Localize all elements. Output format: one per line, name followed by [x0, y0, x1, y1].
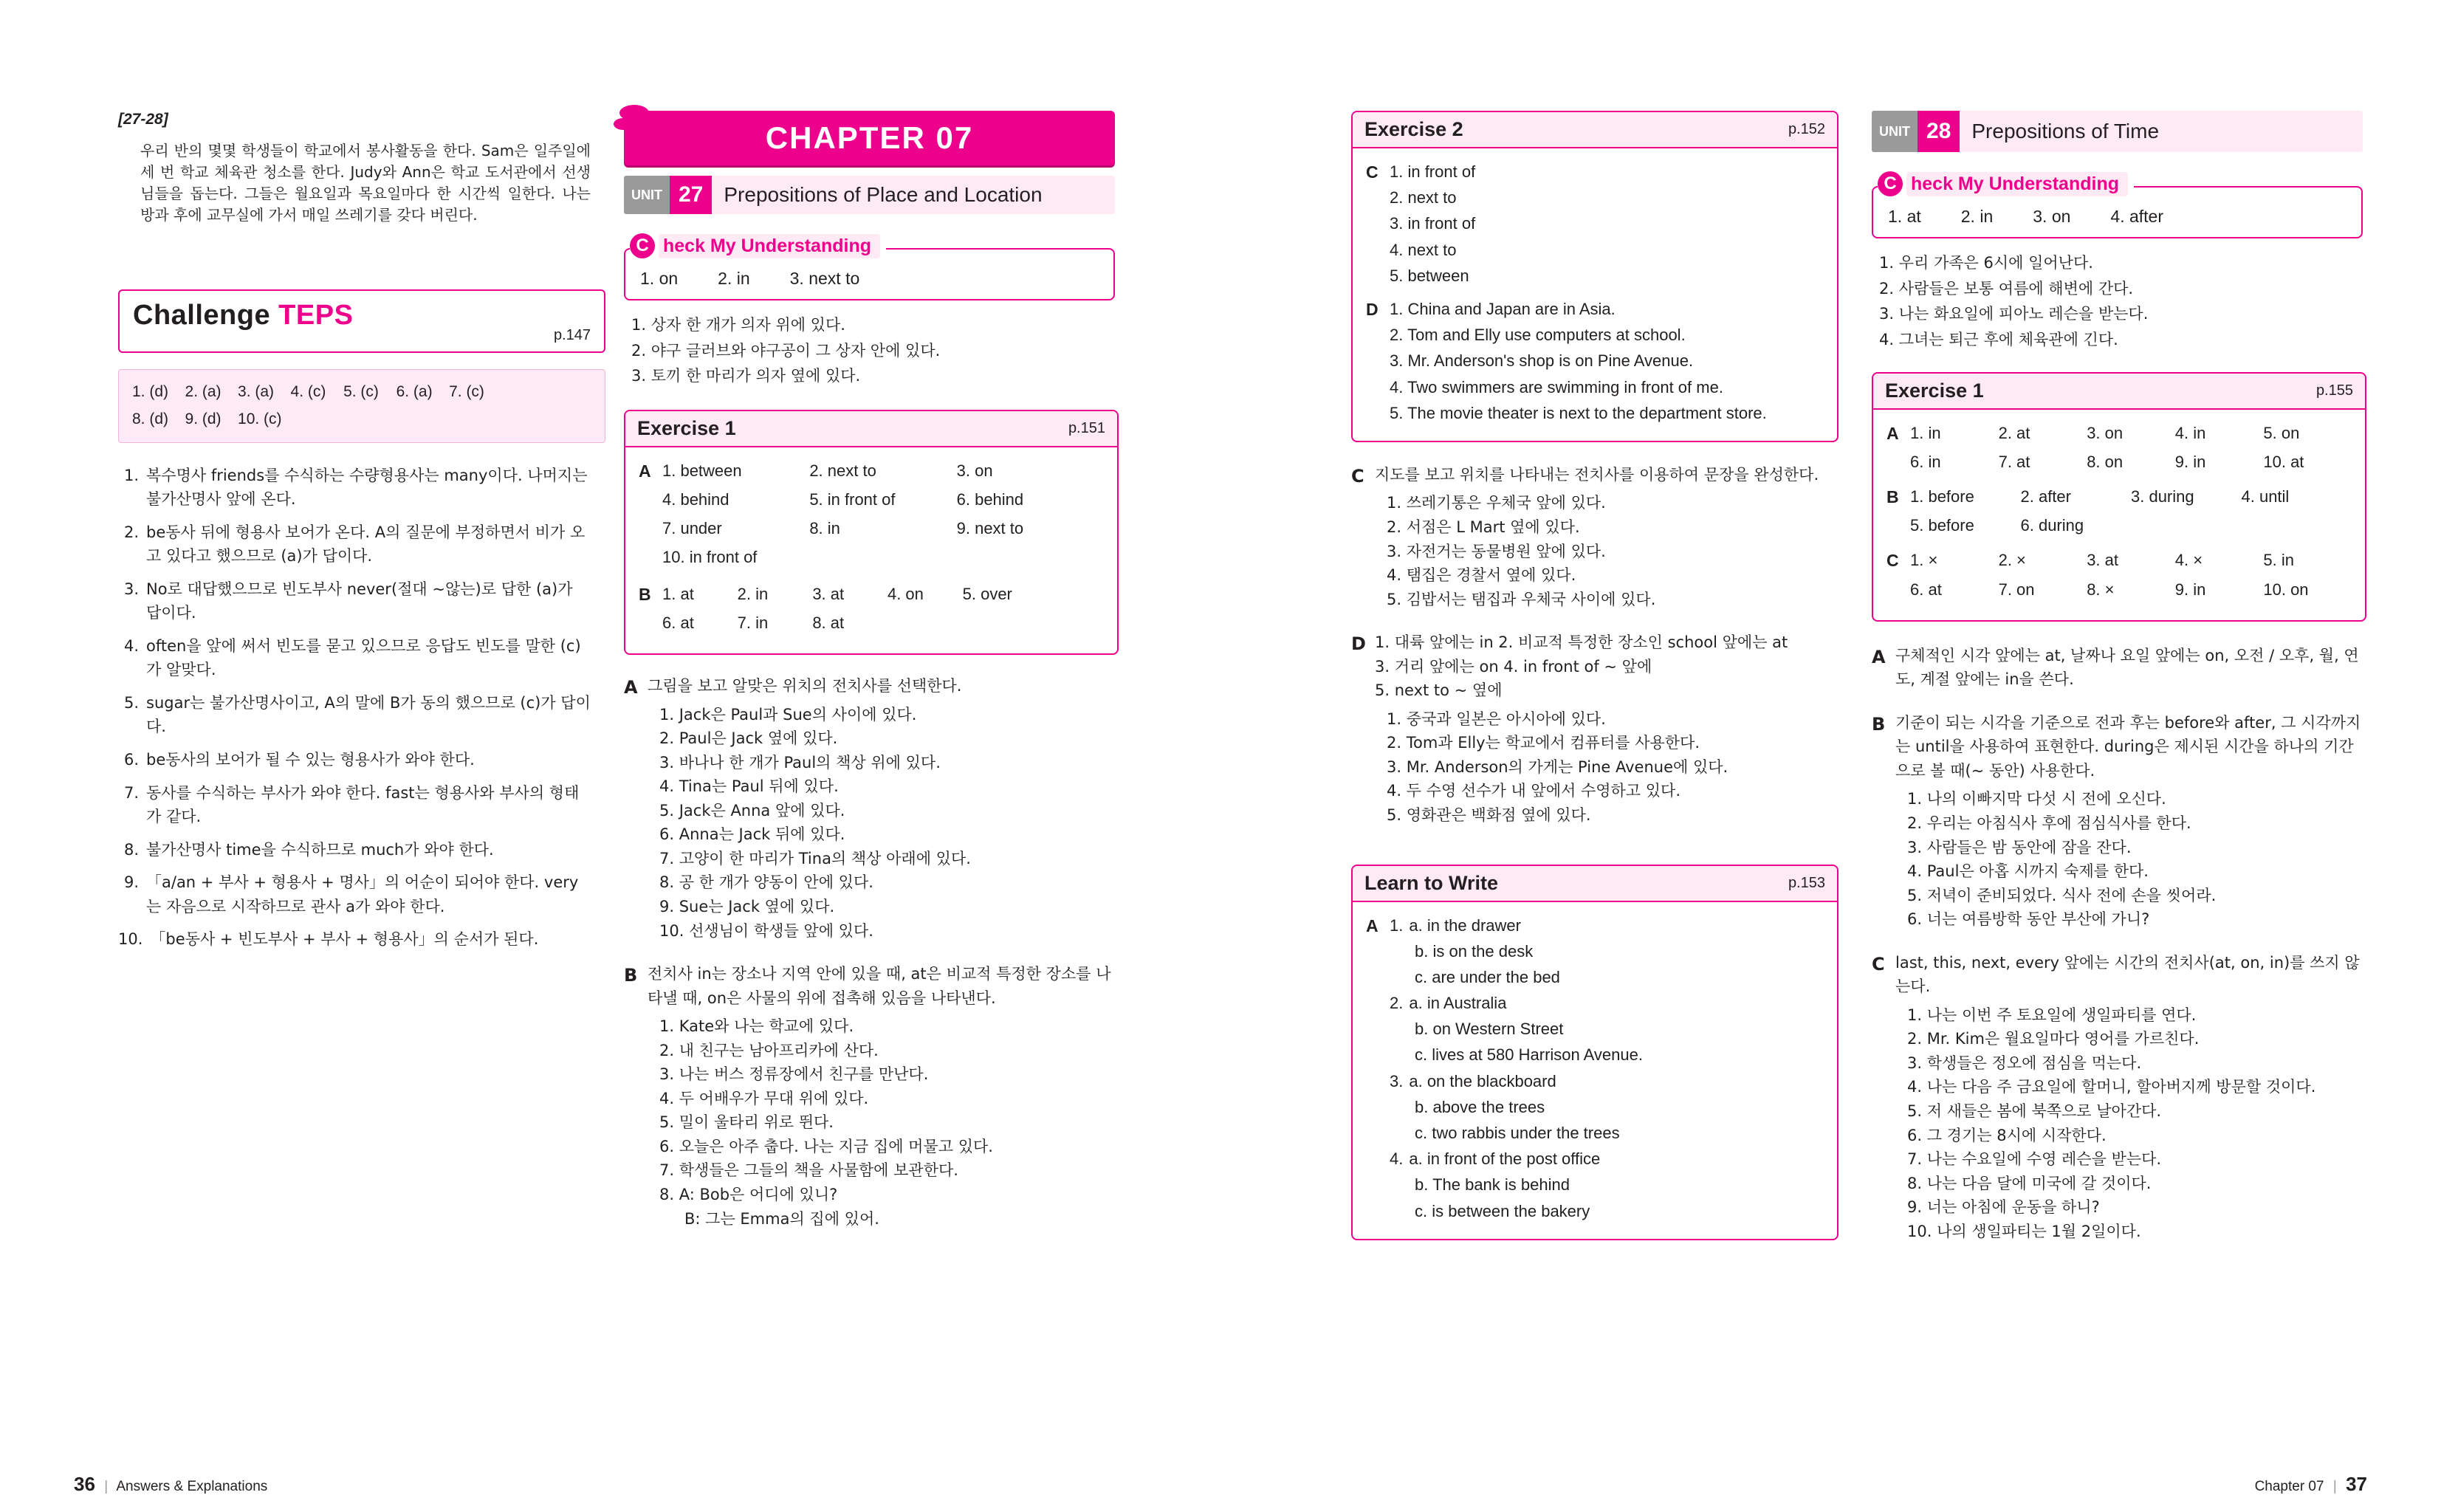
group-letter: B	[639, 584, 651, 604]
item-line: a. in the drawer	[1409, 915, 1521, 935]
item-number: 1.	[1390, 915, 1404, 935]
exercise-page-ref: p.151	[1068, 419, 1105, 436]
answer-chip: 4. (c)	[290, 383, 326, 400]
answer-cell: 2. in	[737, 584, 769, 603]
list-item: 3. 학생들은 정오에 점심을 먹는다.	[1907, 1054, 2142, 1072]
answer-cell: 8. ×	[2087, 580, 2115, 599]
check-circle-icon: C	[630, 233, 655, 258]
check-label: heck My Understanding	[1906, 172, 2128, 196]
answer-group-b	[639, 581, 1104, 639]
check-answer: 3. next to	[789, 269, 860, 288]
list-item: 5. sugar는 불가산명사이고, A의 말에 B가 동의 했으므로 (c)가 답이다.	[118, 691, 591, 739]
list-item: 5. 영화관은 백화점 옆에 있다.	[1387, 805, 1591, 824]
explanation-group-a	[624, 674, 1119, 943]
answer-cell: 5. in front of	[809, 490, 896, 509]
unit-header	[624, 176, 1115, 214]
item-line: b. is on the desk	[1415, 941, 1534, 961]
answer-cell: 8. in	[809, 519, 840, 538]
list-item: 2. 내 친구는 남아프리카에 산다.	[659, 1041, 879, 1059]
answer-group-a	[1886, 420, 2352, 478]
list-item: 7. 나는 수요일에 수영 레슨을 받는다.	[1907, 1150, 2162, 1169]
list-item: 1. 나는 이번 주 토요일에 생일파티를 연다.	[1907, 1006, 2197, 1024]
answer-cell: 2. next to	[809, 461, 876, 480]
list-item: 2. 야구 글러브와 야구공이 그 상자 안에 있다.	[631, 341, 941, 360]
explanation-text: 「be동사 + 빈도부사 + 부사 + 형용사」의 순서가 된다.	[150, 930, 539, 949]
answer-cell: 5. The movie theater is next to the department store.	[1390, 403, 1767, 422]
item-line: b. above the trees	[1415, 1097, 1545, 1116]
column-left	[118, 111, 605, 961]
answer-cell: 5. over	[962, 584, 1012, 603]
answer-cell: 6. behind	[956, 490, 1024, 509]
answer-cell: 8. at	[812, 613, 845, 632]
challenge-title-accent: TEPS	[278, 300, 354, 331]
answer-group-a	[639, 458, 1104, 574]
list-item: 8. A: Bob은 어디에 있니?	[659, 1185, 838, 1203]
answer-cell: 1. at	[662, 584, 694, 603]
explanation-text: 구체적인 시각 앞에는 at, 날짜나 요일 앞에는 on, 오전 / 오후, 월, 연도, 계절 앞에는 in을 쓴다.	[1895, 646, 2359, 689]
check-answer: 4. after	[2110, 207, 2164, 226]
list-item: 4. 그녀는 퇴근 후에 체육관에 긴다.	[1879, 330, 2118, 348]
exercise-body	[1353, 148, 1837, 441]
list-item: 2. Paul은 Jack 옆에 있다.	[659, 729, 838, 748]
list-item: 4. 탬집은 경찰서 옆에 있다.	[1387, 566, 1576, 585]
explanation-items	[659, 1014, 1119, 1231]
list-item: 6. 오늘은 아주 춥다. 나는 지금 집에 머물고 있다.	[659, 1137, 993, 1155]
explanation-heading-line: 1. 대륙 앞에는 in 2. 비교적 특정한 장소인 school 앞에는 at	[1375, 633, 1788, 652]
list-item	[1390, 1146, 1824, 1172]
list-item	[1390, 913, 1824, 938]
explanation-text: 기준이 되는 시각을 기준으로 전과 후는 before와 after, 그 시각까지는 until을 사용하여 표현한다. during은 제시된 시간을 하나의 기간으로 볼 때(~ 동안) 사용한다.	[1895, 713, 2361, 780]
list-item: 4. often을 앞에 써서 빈도를 묻고 있으므로 응답도 빈도를 말한 (c)가 알맞다.	[118, 634, 591, 682]
exercise-body	[625, 447, 1117, 653]
check-answer: 2. in	[1960, 207, 1994, 226]
list-item: 1. 나의 이빠지막 다섯 시 전에 오신다.	[1907, 790, 2166, 808]
answer-cell: 4. next to	[1390, 240, 1457, 259]
answer-cell: 3. Mr. Anderson's shop is on Pine Avenue.	[1390, 351, 1694, 371]
check-answers	[1888, 207, 2346, 227]
list-item: 3. 나는 화요일에 피아노 레슨을 받는다.	[1879, 305, 2149, 323]
learn-to-write-page-ref: p.153	[1788, 874, 1825, 891]
list-item: 6. be동사의 보어가 될 수 있는 형용사가 와야 한다.	[118, 748, 591, 772]
explanation-items	[1907, 787, 2366, 931]
chapter-title: CHAPTER 07	[765, 120, 974, 155]
footer-right	[2255, 1473, 2367, 1496]
list-item: 7. 고양이 한 마리가 Tina의 책상 아래에 있다.	[659, 849, 971, 867]
list-item: 5. 저 새들은 봄에 북쪽으로 날아간다.	[1907, 1102, 2162, 1120]
explanation-items	[659, 703, 1119, 943]
item-line: c. is between the bakery	[1415, 1201, 1590, 1220]
answer-group-d	[1366, 296, 1824, 426]
answer-cell: 4. until	[2241, 487, 2290, 506]
explanation-text: sugar는 불가산명사이고, A의 말에 B가 동의 했으므로 (c)가 답이다.	[146, 693, 591, 736]
item-line: a. on the blackboard	[1409, 1071, 1556, 1090]
answer-cell: 5. on	[2263, 423, 2300, 442]
answer-chip: 10. (c)	[238, 410, 282, 427]
check-circle-icon: C	[1878, 171, 1903, 196]
group-letter: C	[1351, 465, 1364, 487]
answer-chip: 5. (c)	[343, 383, 379, 400]
group-letter: D	[1351, 633, 1366, 655]
check-my-understanding-4	[1872, 173, 2363, 238]
group-letter: A	[1366, 915, 1379, 935]
list-item: 4. 나는 다음 주 금요일에 할머니, 할아버지께 방문할 것이다.	[1907, 1078, 2316, 1096]
unit-header	[1872, 111, 2363, 152]
check-answer: 1. on	[640, 269, 679, 288]
list-item: 9. 「a/an + 부사 + 형용사 + 명사」의 어순이 되어야 한다. very는 자음으로 시작하므로 관사 a가 와야 한다.	[118, 870, 591, 918]
list-item: 1. 상자 한 개가 의자 위에 있다.	[631, 316, 845, 334]
exercise-header	[625, 411, 1117, 447]
answer-group-c	[1366, 159, 1824, 289]
list-item: 2. 사람들은 보통 여름에 해변에 간다.	[1879, 279, 2134, 298]
answer-cell: 5. in	[2263, 551, 2294, 570]
challenge-teps-box	[118, 289, 605, 353]
answer-cell: 5. before	[1910, 516, 1974, 535]
exercise-title: Exercise 2	[1364, 118, 1463, 140]
group-letter: B	[1886, 487, 1899, 506]
answer-group-b	[1886, 484, 2352, 541]
exercise-body	[1873, 410, 2365, 620]
banner-decoration-icon	[614, 118, 633, 130]
item-line: c. lives at 580 Harrison Avenue.	[1415, 1045, 1643, 1065]
learn-to-write-body	[1353, 902, 1837, 1239]
challenge-answers-band	[118, 369, 605, 443]
check-explanation-list-2	[631, 312, 1119, 389]
explanation-text: be동사 뒤에 형용사 보어가 온다. A의 질문에 부정하면서 비가 오고 있다고 했으므로 (a)가 답이다.	[146, 523, 586, 566]
check-answers	[640, 269, 1099, 289]
answer-cell: 3. during	[2131, 487, 2194, 506]
chapter-banner	[624, 111, 1115, 165]
answer-cell: 7. on	[1998, 580, 2035, 599]
explanation-group-a-28	[1872, 644, 2366, 692]
item-line: c. two rabbis under the trees	[1415, 1124, 1620, 1143]
list-item: 2. Mr. Kim은 월요일마다 영어를 가르친다.	[1907, 1030, 2200, 1048]
explanation-heading: 그림을 보고 알맞은 위치의 전치사를 선택한다.	[648, 677, 962, 695]
exercise-header	[1873, 374, 2365, 410]
answer-cell: 6. at	[662, 613, 694, 632]
list-item: 3. 사람들은 밤 동안에 잠을 잔다.	[1907, 838, 2132, 856]
answer-cell: 4. ×	[2174, 551, 2203, 570]
answer-cell: 4. behind	[662, 490, 729, 509]
explanation-group-c-28	[1872, 951, 2366, 1244]
list-item: 6. Anna는 Jack 뒤에 있다.	[659, 825, 845, 844]
unit-tag: UNIT	[1872, 111, 1918, 152]
explanation-items	[1907, 1003, 2366, 1243]
answer-chip: 3. (a)	[238, 383, 275, 400]
explanation-text: No로 대답했으므로 빈도부사 never(절대 ~않는)로 답한 (a)가 답이다.	[146, 580, 573, 622]
list-item: 7. 동사를 수식하는 부사가 와야 한다. fast는 형용사와 부사의 형태가 같다.	[118, 781, 591, 829]
column-four	[1872, 111, 2366, 1243]
answer-cell: 3. on	[956, 461, 993, 480]
learn-to-write-header	[1353, 866, 1837, 902]
unit-title: Prepositions of Place and Location	[712, 176, 1115, 214]
list-item	[1390, 1068, 1824, 1094]
list-item: 4. Paul은 아홉 시까지 숙제를 한다.	[1907, 862, 2149, 881]
group-letter: B	[1872, 713, 1886, 735]
answer-cell: 1. between	[662, 461, 742, 480]
list-item: 1. Kate와 나는 학교에 있다.	[659, 1017, 854, 1036]
explanation-text: often을 앞에 써서 빈도를 묻고 있으므로 응답도 빈도를 말한 (c)가 알맞다.	[146, 636, 581, 679]
check-answer: 1. at	[1888, 207, 1921, 226]
exercise-box-1	[624, 410, 1119, 655]
exercise-box-2	[1351, 111, 1839, 442]
answer-cell: 4. Two swimmers are swimming in front of me.	[1390, 377, 1723, 396]
answer-cell: 3. in front of	[1390, 214, 1476, 233]
footer-separator: |	[2332, 1479, 2337, 1494]
answer-cell: 6. at	[1910, 580, 1942, 599]
answer-cell: 2. after	[2020, 487, 2071, 506]
answer-cell: 7. in	[737, 613, 769, 632]
answer-cell: 3. at	[2087, 551, 2118, 570]
answer-cell: 4. on	[887, 584, 924, 603]
column-two	[624, 111, 1119, 1231]
column-three	[1351, 111, 1839, 1240]
list-item: 1. 복수명사 friends를 수식하는 수량형용사는 many이다. 나머지는 불가산명사 앞에 온다.	[118, 464, 591, 512]
check-my-understanding-2	[624, 235, 1115, 300]
explanation-text: be동사의 보어가 될 수 있는 형용사가 와야 한다.	[146, 750, 475, 769]
list-item: 10. 나의 생일파티는 1월 2일이다.	[1907, 1222, 2141, 1240]
challenge-title	[133, 300, 591, 331]
list-item: 6. 그 경기는 8시에 시작한다.	[1907, 1126, 2107, 1144]
challenge-page-ref: p.147	[553, 327, 591, 343]
list-item: 9. Sue는 Jack 옆에 있다.	[659, 897, 835, 915]
explanation-items	[1387, 491, 1839, 611]
group-letter: A	[1886, 423, 1899, 443]
answer-cell: 9. next to	[956, 519, 1024, 538]
explanation-text: last, this, next, every 앞에는 시간의 전치사(at, on, in)를 쓰지 않는다.	[1895, 953, 2360, 996]
footer-label: Answers & Explanations	[116, 1479, 268, 1494]
answer-cell: 6. in	[1910, 452, 1941, 471]
check-explanation-list-4	[1879, 250, 2366, 353]
list-item: 3. 나는 버스 정류장에서 친구를 만난다.	[659, 1065, 929, 1084]
footer-left	[74, 1473, 267, 1496]
range-label: [27-28]	[118, 111, 168, 128]
explanation-heading-line: 5. next to ~ 옆에	[1375, 681, 1503, 700]
group-letter: C	[1872, 953, 1885, 975]
group-letter: B	[624, 965, 638, 986]
list-item: 4. 두 어배우가 무대 위에 있다.	[659, 1089, 869, 1107]
item-line: a. in Australia	[1409, 994, 1507, 1013]
list-item: 5. 김밥서는 탬집과 우체국 사이에 있다.	[1387, 590, 1656, 608]
exercise-title: Exercise 1	[1885, 379, 1984, 402]
list-item: 1. 중국과 일본은 아시아에 있다.	[1387, 709, 1606, 728]
list-item	[1390, 990, 1824, 1016]
group-letter: A	[1872, 646, 1886, 667]
answer-cell: 1. ×	[1910, 551, 1938, 570]
explanation-text: 불가산명사 time을 수식하므로 much가 와야 한다.	[146, 840, 494, 859]
answer-group	[1366, 913, 1824, 1224]
list-item: 4. 두 수영 선수가 내 앞에서 수영하고 있다.	[1387, 782, 1681, 800]
list-item: 6. 너는 여름방학 동안 부산에 가니?	[1907, 910, 2150, 929]
list-item: 5. 저녁이 준비되었다. 식사 전에 손을 씻어라.	[1907, 886, 2217, 904]
check-header	[1878, 171, 2134, 196]
page-number: 36	[74, 1473, 95, 1495]
list-item: 8. 불가산명사 time을 수식하므로 much가 와야 한다.	[118, 838, 591, 862]
list-item: 1. 우리 가족은 6시에 일어난다.	[1879, 254, 2093, 272]
answer-cell: 2. Tom and Elly use computers at school.	[1390, 326, 1686, 345]
exercise-page-ref: p.152	[1788, 121, 1825, 137]
explanation-heading: 지도를 보고 위치를 나타내는 전치사를 이용하여 문장을 완성한다.	[1375, 465, 1819, 484]
check-answer: 3. on	[2033, 207, 2071, 226]
answer-cell: 2. next to	[1390, 188, 1457, 207]
answer-chip: 9. (d)	[185, 410, 222, 427]
list-item: 5. Jack은 Anna 앞에 있다.	[659, 801, 845, 819]
list-item: 3. 자전거는 동물병원 앞에 있다.	[1387, 542, 1606, 560]
group-letter: A	[639, 461, 651, 481]
list-item: 2. Tom과 Elly는 학교에서 컴퓨터를 사용한다.	[1387, 734, 1700, 752]
answer-cell: 7. under	[662, 519, 722, 538]
list-item: 8. 공 한 개가 양동이 안에 있다.	[659, 873, 873, 892]
answer-chip: 6. (a)	[396, 383, 433, 400]
answer-cell: 10. in front of	[662, 548, 758, 567]
check-answer: 2. in	[718, 269, 750, 288]
list-item: 7. 학생들은 그들의 책을 사물함에 보관한다.	[659, 1161, 958, 1180]
explanation-group-c	[1351, 463, 1839, 611]
answer-cell: 10. on	[2263, 580, 2309, 599]
item-number: 3.	[1390, 1071, 1404, 1090]
group-letter: C	[1886, 551, 1899, 571]
challenge-title-main: Challenge	[133, 300, 271, 331]
list-item: 5. 밀이 울타리 위로 뛴다.	[659, 1113, 834, 1132]
answer-cell: 5. between	[1390, 266, 1469, 285]
unit-title: Prepositions of Time	[1960, 111, 2363, 152]
item-number: 4.	[1390, 1150, 1404, 1169]
answer-cell: 2. ×	[1998, 551, 2026, 570]
explanation-items	[1387, 707, 1839, 828]
list-item: 3. 토끼 한 마리가 의자 옆에 있다.	[631, 367, 861, 385]
list-item: 2. be동사 뒤에 형용사 보어가 온다. A의 질문에 부정하면서 비가 오고 있다고 했으므로 (a)가 답이다.	[118, 520, 591, 568]
explanation-group-b	[624, 962, 1119, 1231]
exercise-page-ref: p.155	[2315, 382, 2353, 399]
list-item: B: 그는 Emma의 집에 있어.	[684, 1209, 879, 1228]
item-line: b. The bank is behind	[1415, 1175, 1570, 1195]
list-item: 3. Mr. Anderson의 가게는 Pine Avenue에 있다.	[1387, 757, 1728, 776]
group-letter: D	[1366, 299, 1379, 319]
list-item: 3. No로 대답했으므로 빈도부사 never(절대 ~않는)로 답한 (a)가 답이다.	[118, 577, 591, 625]
group-letter: C	[1366, 162, 1379, 182]
item-number: 2.	[1390, 994, 1404, 1013]
explanation-heading-line: 3. 거리 앞에는 on 4. in front of ~ 앞에	[1375, 657, 1652, 676]
learn-to-write-title: Learn to Write	[1364, 871, 1499, 894]
list-item: 2. 우리는 아침식사 후에 점심식사를 한다.	[1907, 814, 2191, 832]
explanation-heading: 전치사 in는 장소나 지역 안에 있을 때, at은 비교적 특정한 장소를 나타낼 때, on은 사물의 위에 접촉해 있음을 나타낸다.	[648, 965, 1111, 1007]
learn-to-write-box	[1351, 865, 1839, 1240]
list-item: 8. 나는 다음 달에 미국에 갈 것이다.	[1907, 1174, 2152, 1192]
answer-cell: 1. before	[1910, 487, 1974, 506]
page-number: 37	[2346, 1473, 2367, 1495]
answer-chip: 8. (d)	[132, 410, 169, 427]
item-line: a. in front of the post office	[1409, 1150, 1601, 1169]
exercise-title: Exercise 1	[637, 416, 736, 439]
item-line: b. on Western Street	[1415, 1020, 1564, 1039]
answer-cell: 6. during	[2020, 516, 2084, 535]
footer-label: Chapter 07	[2254, 1479, 2324, 1494]
answer-cell: 2. at	[1998, 423, 2030, 442]
group-letter: A	[624, 677, 638, 698]
list-item: 1. 쓰레기통은 우체국 앞에 있다.	[1387, 494, 1606, 512]
explanation-text: 복수명사 friends를 수식하는 수량형용사는 many이다. 나머지는 불가산명사 앞에 온다.	[146, 466, 588, 509]
explanation-text: 동사를 수식하는 부사가 와야 한다. fast는 형용사와 부사의 형태가 같다.	[146, 783, 580, 826]
challenge-explanation-list	[118, 464, 591, 952]
list-item: 9. 너는 아침에 운동을 하니?	[1907, 1198, 2100, 1217]
explanation-group-b-28	[1872, 711, 2366, 932]
check-header	[630, 233, 886, 258]
answer-cell: 7. at	[1998, 452, 2030, 471]
list-item: 1. Jack은 Paul과 Sue의 사이에 있다.	[659, 705, 917, 724]
footer-separator: |	[104, 1479, 109, 1494]
answer-cell: 1. China and Japan are in Asia.	[1390, 299, 1616, 318]
item-line: c. are under the bed	[1415, 967, 1560, 986]
answer-cell: 9. in	[2174, 452, 2206, 471]
exercise-header	[1353, 112, 1837, 148]
exercise-box-unit28	[1872, 372, 2366, 622]
answer-cell: 10. at	[2263, 452, 2304, 471]
list-item: 10. 「be동사 + 빈도부사 + 부사 + 형용사」의 순서가 된다.	[118, 927, 591, 952]
answer-cell: 1. in	[1910, 423, 1941, 442]
answer-cell: 8. on	[2087, 452, 2124, 471]
list-item: 2. 서점은 L Mart 옆에 있다.	[1387, 518, 1580, 536]
check-label: heck My Understanding	[659, 234, 880, 258]
korean-intro-paragraph: 우리 반의 몇몇 학생들이 학교에서 봉사활동을 한다. Sam은 일주일에 세 번 학교 체육관 청소를 한다. Judy와 Ann은 학교 도서관에서 선생님들을 돕는다. 그들은 월요일과 목요일마다 한 시간씩 일한다. 나는 방과 후에 교무실에 가서 매일 쓰레기를 갖다 버린다.	[140, 142, 591, 224]
unit-number: 28	[1918, 111, 1960, 152]
answer-cell: 9. in	[2174, 580, 2206, 599]
list-item: 10. 선생님이 학생들 앞에 있다.	[659, 921, 873, 940]
answer-cell: 4. in	[2174, 423, 2206, 442]
answer-chip: 1. (d)	[132, 383, 169, 400]
explanation-text: 「a/an + 부사 + 형용사 + 명사」의 어순이 되어야 한다. very는 자음으로 시작하므로 관사 a가 와야 한다.	[146, 873, 579, 915]
answer-chip: 2. (a)	[185, 383, 222, 400]
list-item: 3. 바나나 한 개가 Paul의 책상 위에 있다.	[659, 753, 941, 772]
answer-cell: 3. on	[2087, 423, 2124, 442]
list-item: 4. Tina는 Paul 뒤에 있다.	[659, 777, 839, 796]
unit-number: 27	[670, 176, 712, 214]
explanation-group-d	[1351, 630, 1839, 827]
unit-tag: UNIT	[624, 176, 670, 214]
answer-group-c	[1886, 547, 2352, 605]
answer-cell: 3. at	[812, 584, 845, 603]
answer-cell: 1. in front of	[1390, 162, 1476, 181]
answer-chip: 7. (c)	[449, 383, 484, 400]
